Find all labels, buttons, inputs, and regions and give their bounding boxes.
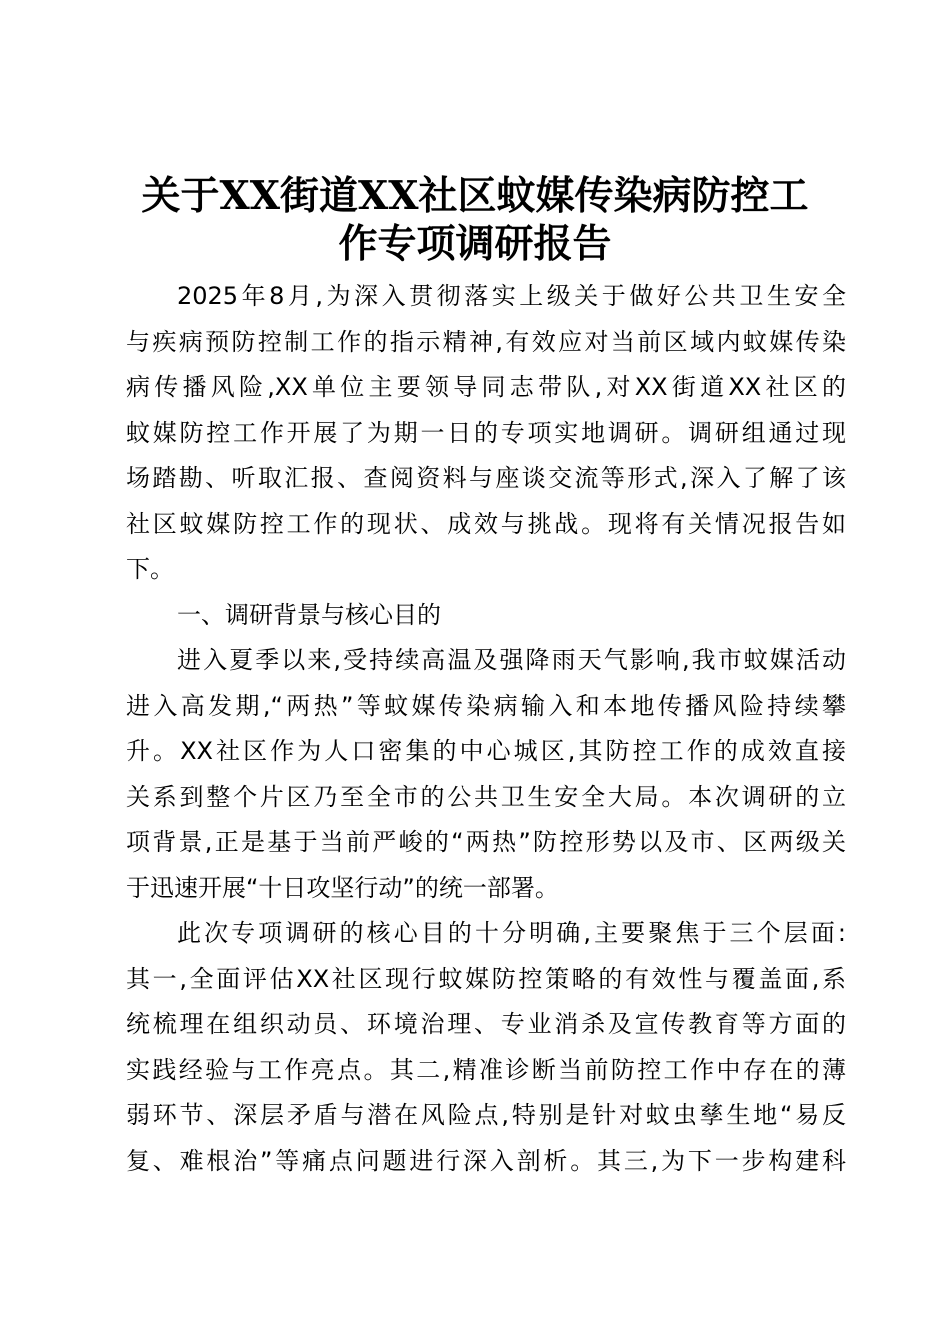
paragraph-2-line: 进入夏季以来,受持续高温及强降雨天气影响,我市蚊媒活动 bbox=[177, 646, 846, 674]
paragraph-1-line: 与疾病预防控制工作的指示精神,有效应对当前区域内蚊媒传染 bbox=[126, 327, 846, 356]
paragraph-3-line: 此次专项调研的核心目的十分明确,主要聚焦于三个层面: bbox=[177, 919, 846, 947]
paragraph-3-line: 复、难根治”等痛点问题进行深入剖析。其三,为下一步构建科 bbox=[126, 1146, 846, 1175]
paragraph-3-line: 其一,全面评估XX社区现行蚊媒防控策略的有效性与覆盖面,系 bbox=[126, 964, 846, 993]
paragraph-3-line: 统梳理在组织动员、环境治理、专业消杀及宣传教育等方面的 bbox=[126, 1010, 846, 1038]
paragraph-1-line: 社区蚊媒防控工作的现状、成效与挑战。现将有关情况报告如 bbox=[126, 509, 846, 538]
paragraph-2-line: 于迅速开展“十日攻坚行动”的统一部署。 bbox=[126, 873, 559, 902]
paragraph-2-line: 关系到整个片区乃至全市的公共卫生安全大局。本次调研的立 bbox=[126, 782, 846, 811]
paragraph-2-line: 升。XX社区作为人口密集的中心城区,其防控工作的成效直接 bbox=[126, 737, 846, 765]
document-body bbox=[126, 274, 846, 1184]
paragraph-3-line: 实践经验与工作亮点。其二,精准诊断当前防控工作中存在的薄 bbox=[126, 1055, 846, 1084]
paragraph-1-line: 蚊媒防控工作开展了为期一日的专项实地调研。调研组通过现 bbox=[126, 418, 846, 447]
paragraph-2-line: 进入高发期,“两热”等蚊媒传染病输入和本地传播风险持续攀 bbox=[126, 691, 846, 720]
paragraph-1-line: 场踏勘、听取汇报、查阅资料与座谈交流等形式,深入了解了该 bbox=[126, 464, 846, 492]
paragraph-2-line: 项背景,正是基于当前严峻的“两热”防控形势以及市、区两级关 bbox=[126, 828, 846, 856]
section-heading: 一、调研背景与核心目的 bbox=[177, 600, 441, 629]
paragraph-3-line: 弱环节、深层矛盾与潜在风险点,特别是针对蚊虫孳生地“易反 bbox=[126, 1101, 846, 1129]
document-title-line-1: 关于XX街道XX社区蚊媒传染病防控工 bbox=[141, 173, 809, 219]
paragraph-1-line: 病传播风险,XX单位主要领导同志带队,对XX街道XX社区的 bbox=[126, 373, 846, 401]
paragraph-1-line: 2025年8月,为深入贯彻落实上级关于做好公共卫生安全 bbox=[177, 282, 846, 310]
document-title-line-2: 作专项调研报告 bbox=[338, 221, 612, 267]
paragraph-1-line: 下。 bbox=[126, 555, 174, 583]
